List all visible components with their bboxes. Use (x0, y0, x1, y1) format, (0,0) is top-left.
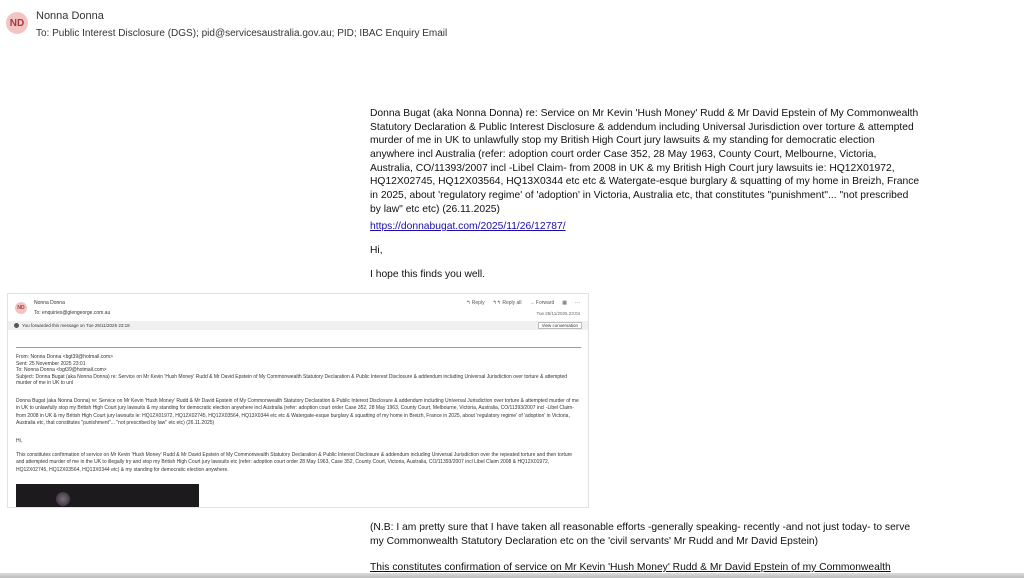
recipients-line: To: Public Interest Disclosure (DGS); pid@servicesaustralia.gov.au; PID; IBAC Enquiry Email (36, 28, 448, 39)
embedded-greeting: Hi, (16, 438, 23, 444)
embedded-meta-to: To: Nonna Donna <bgt39@hotmail.com> (16, 367, 107, 373)
embedded-forward-banner (8, 321, 588, 330)
embedded-reply-all-button: ↰↰ Reply all (492, 300, 522, 306)
embedded-sender-avatar: ND (15, 302, 27, 314)
email-header (0, 0, 1024, 50)
embedded-meta-sent: Sent: 25 November 2025 23:01 (16, 360, 86, 367)
bottom-scroll-edge (0, 573, 1024, 578)
embedded-grid-icon: ▦ (562, 300, 567, 306)
embedded-divider (16, 347, 581, 348)
embedded-meta-from: From: Nonna Donna <bgt39@hotmail.com> (16, 354, 114, 360)
email-subject-paragraph: Donna Bugat (aka Nonna Donna) re: Service on Mr Kevin 'Hush Money' Rudd & Mr David Epstein of My Commonwealth Statutory Declaration & Public Interest Disclosure & addendum including Universal Jurisdiction over torture & attempted murder of me in UK to unlawfully stop my British High Court jury lawsuits & my standing for democratic election anywhere incl Australia (refer: adoption court order Case 352, 28 May 1963, County Court, Melbourne, Victoria, Australia, CO/11393/2007 incl -Libel Claim- from 2008 in UK & my British High Court jury lawsuits ie: HQ12X01972, HQ12X02745, HQ12X03564, HQ13X0344 etc etc & Watergate-esque burglary & squatting of my home in Breizh, France in 2025, about 'regulatory regime' of 'adoption' in Victoria, Australia etc, that constitutes "punishment"... "not prescribed by law" etc etc) (26.11.2025) (370, 108, 920, 215)
embedded-meta-subject: Subject: Donna Bugat (aka Nonna Donna) re: Service on Mr Kevin 'Hush Money' Rudd & Mr David Epstein of My Commonwealth Statutory Declaration & Public Interest Disclosure & addendum including Universal Jurisdiction over torture & attempted murder of me in UK to unl (16, 373, 568, 386)
hope-text: I hope this finds you well. (370, 269, 486, 280)
blog-link[interactable]: https://donnabugat.com/2025/11/26/12787/ (370, 221, 566, 232)
embedded-forward-button: → Forward (529, 300, 555, 306)
embedded-photo (16, 484, 199, 508)
embedded-actions (466, 300, 580, 306)
sender-avatar[interactable]: ND (6, 12, 28, 34)
embedded-paragraph-1: Donna Bugat (aka Nonna Donna) re: Service on Mr Kevin 'Hush Money' Rudd & Mr David Epstein of My Commonwealth Statutory Declaration & Public Interest Disclosure & addendum including Universal Jurisdiction over torture & attempted murder of me in UK to unlawfully stop my British High Court jury lawsuits & my standing for democratic election anywhere incl Australia (refer: adoption court order Case 352, 28 May 1963, County Court, Melbourne, Victoria, Australia, CO/11393/2007 incl -Libel Claim- from 2008 in UK & my British High Court jury lawsuits ie: HQ12X01972, HQ12X02745, HQ12X03564, HQ13X0344 etc etc & Watergate-esque burglary & squatting of my home in Breizh, France in 2025, about 'regulatory regime' of 'adoption' in Victoria, Australia etc, that constitutes "punishment"... "not prescribed by law" etc etc) (26.11.2025) (16, 398, 579, 426)
nb-paragraph: (N.B: I am pretty sure that I have taken all reasonable efforts -generally speaking- recently -and not just today- to serve my Commonwealth Statutory Declaration etc on the 'civil servants' Mr Rudd and Mr David Epstein) (370, 522, 911, 547)
embedded-banner-text: You forwarded this message on Tue 25/11/2025 23:18 (22, 322, 130, 328)
greeting-text: Hi, (370, 245, 383, 256)
sender-name[interactable]: Nonna Donna (36, 10, 104, 22)
embedded-sender-name: Nonna Donna (34, 300, 65, 306)
info-icon (14, 323, 19, 328)
embedded-recipient: To: enquiries@glengeorge.com.au (34, 310, 111, 316)
embedded-meta (16, 354, 581, 387)
embedded-paragraph-2: This constitutes confirmation of service on Mr Kevin 'Hush Money' Rudd & Mr David Epstein of My Commonwealth Statutory Declaration & Public Interest Disclosure & addendum including Universal Jurisdiction over the repeated torture and then torture and attempted murder of me in the UK to illegally try and stop my British High Court jury lawsuits etc (refer: adoption court order 28 May 1963, Case 352, County Court, Victoria, Australia, CO/11393/2007 incl Libel Claim 2008 & HQ12X01972, HQ12X02745, HQ12X03564, HQ13X0344 etc) & my standing for democratic election anywhere. (16, 452, 573, 473)
embedded-more-icon: ··· (575, 300, 580, 306)
confirmation-paragraph: This constitutes confirmation of service on Mr Kevin 'Hush Money' Rudd & Mr David Epstein of my Commonwealth (370, 562, 891, 573)
embedded-view-conversation: View conversation (538, 322, 582, 329)
embedded-date: Tue 25/11/2025 23:04 (536, 311, 580, 316)
embedded-email-screenshot (7, 293, 589, 508)
embedded-reply-button: ↰ Reply (466, 300, 485, 306)
